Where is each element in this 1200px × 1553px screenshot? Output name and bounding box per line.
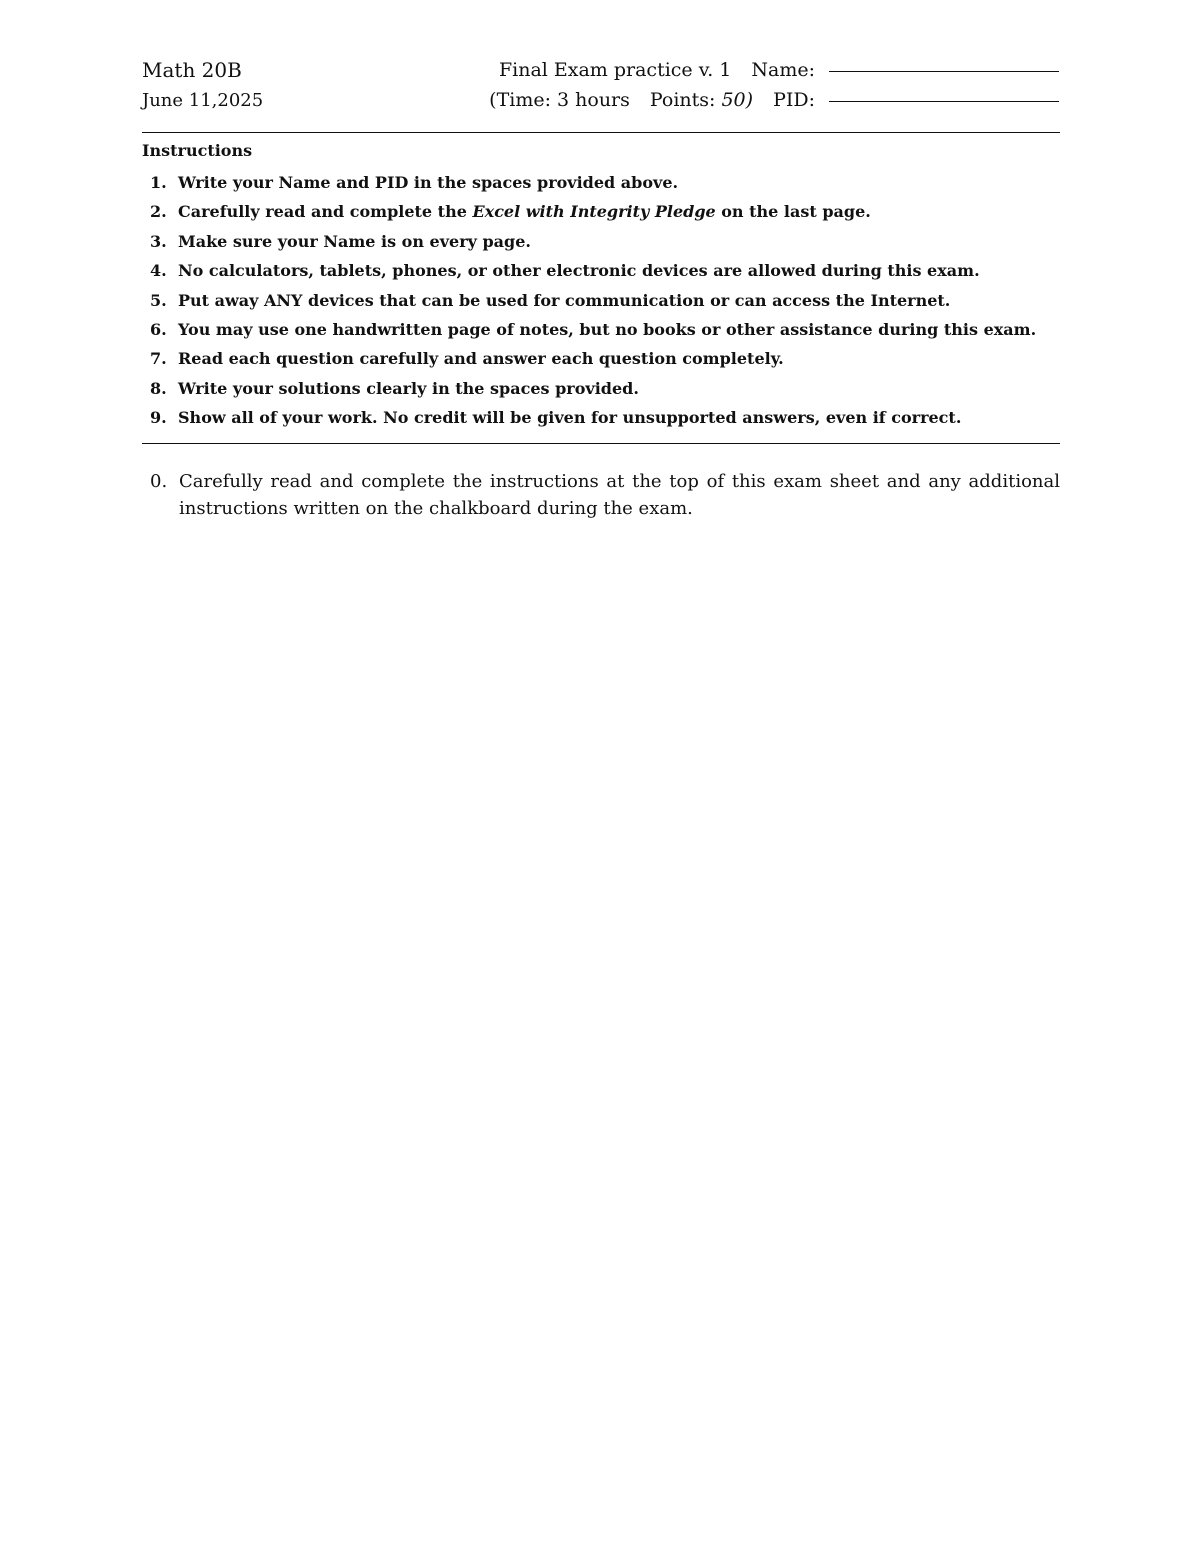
top-divider xyxy=(142,132,1060,133)
instruction-number: 4. xyxy=(150,261,167,281)
instruction-number: 2. xyxy=(150,202,167,222)
exam-title: Final Exam practice v. 1 xyxy=(498,59,732,81)
instruction-text xyxy=(178,197,871,226)
instruction-item xyxy=(150,344,1070,373)
instruction-number: 5. xyxy=(150,290,167,310)
course-title: Math 20B xyxy=(142,58,242,82)
instruction-text: Show all of your work. No credit will be given for unsupported answers, even if correct. xyxy=(178,408,962,428)
instruction-text: No calculators, tablets, phones, or other electronic devices are allowed during this exam. xyxy=(178,261,980,281)
instruction-item xyxy=(150,403,1070,432)
instruction-text: You may use one handwritten page of notes, but no books or other assistance during this exam. xyxy=(178,320,1037,340)
instruction-text-after: on the last page. xyxy=(715,202,871,222)
question-0 xyxy=(150,468,1060,522)
points-label: Points: xyxy=(649,89,716,111)
exam-date: June 11,2025 xyxy=(142,90,264,111)
bottom-divider xyxy=(142,443,1060,444)
pid-field[interactable] xyxy=(829,85,1059,102)
question-text: Carefully read and complete the instructions at the top of this exam sheet and any additional instructions written on the chalkboard during the exam. xyxy=(179,471,1060,519)
instruction-number: 1. xyxy=(150,173,167,192)
name-label: Name: xyxy=(751,59,815,81)
header-info-row xyxy=(489,88,1059,112)
instruction-item xyxy=(150,168,1070,197)
instruction-number: 3. xyxy=(150,231,167,251)
instruction-number: 7. xyxy=(150,349,167,369)
instruction-item xyxy=(150,197,1070,226)
instruction-item xyxy=(150,256,1070,285)
instructions-list xyxy=(150,168,1070,433)
instructions-heading: Instructions xyxy=(142,141,253,160)
instruction-item xyxy=(150,227,1070,256)
pid-label: PID: xyxy=(773,89,815,111)
instruction-text-before: Carefully read and complete the xyxy=(178,202,473,222)
integrity-pledge-reference: Excel with Integrity Pledge xyxy=(472,202,716,222)
instruction-text: Make sure your Name is on every page. xyxy=(178,231,531,251)
instruction-text: Put away ANY devices that can be used for communication or can access the Internet. xyxy=(178,290,951,310)
instruction-item xyxy=(150,374,1070,403)
instruction-text: Write your solutions clearly in the spaces provided. xyxy=(178,378,639,398)
name-field[interactable] xyxy=(829,55,1059,72)
instruction-item xyxy=(150,315,1070,344)
instruction-item xyxy=(150,286,1070,315)
points-value: 50) xyxy=(721,89,754,111)
instruction-text: Read each question carefully and answer each question completely. xyxy=(178,349,784,369)
instruction-number: 9. xyxy=(150,408,167,428)
question-number: 0. xyxy=(150,471,168,492)
time-text: (Time: 3 hours xyxy=(489,89,630,111)
instruction-text: Write your Name and PID in the spaces provided above. xyxy=(178,173,679,192)
instruction-number: 6. xyxy=(150,320,167,340)
header-title-row xyxy=(499,58,1059,82)
instruction-number: 8. xyxy=(150,378,167,398)
